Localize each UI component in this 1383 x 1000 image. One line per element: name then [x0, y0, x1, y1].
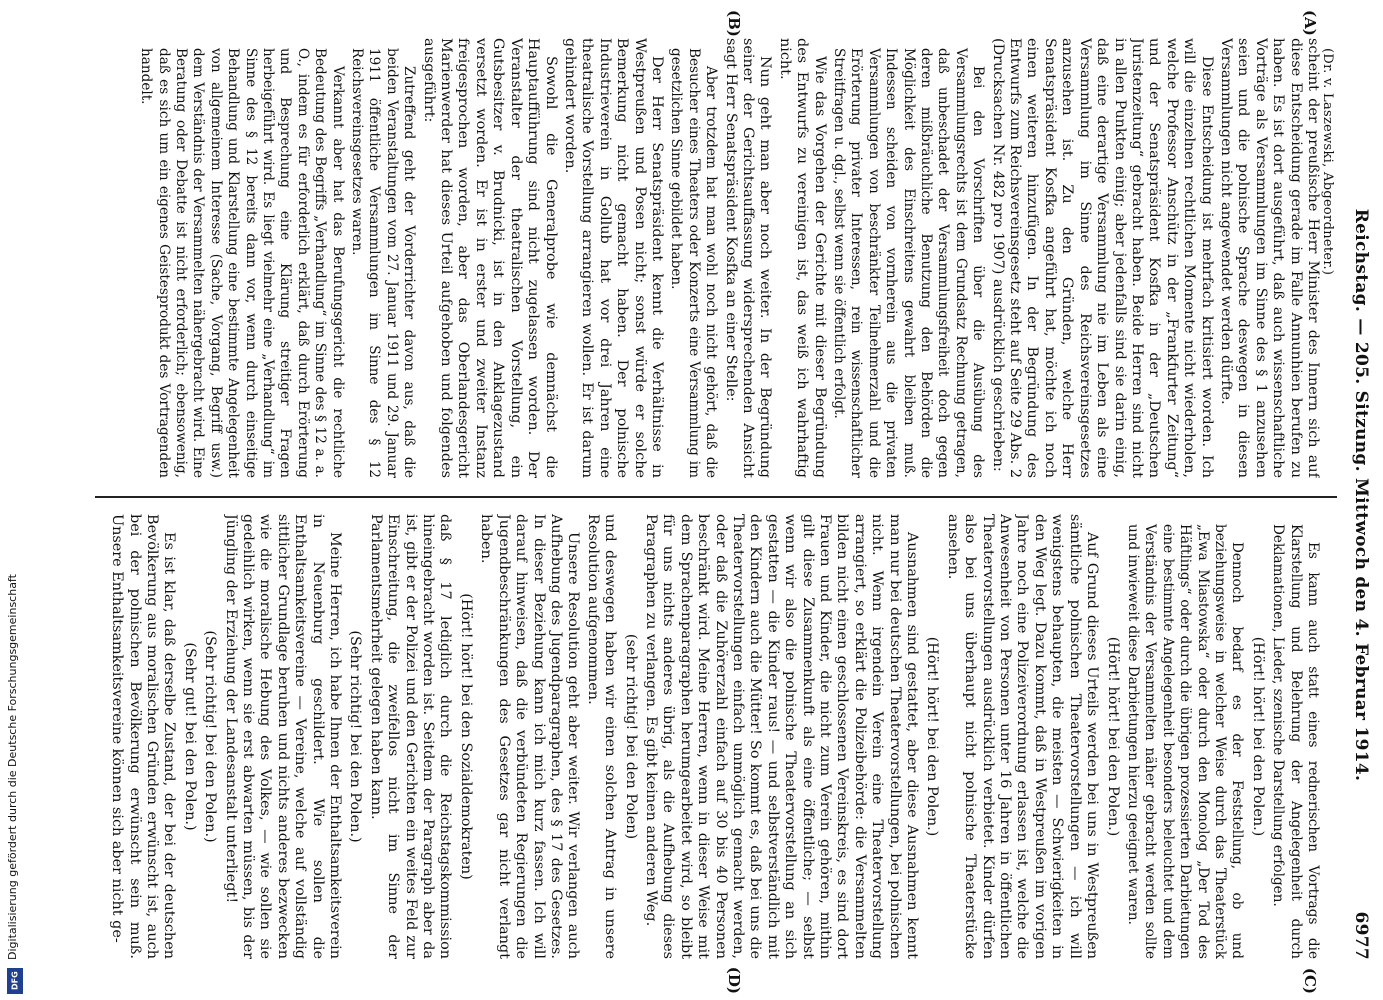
quotation: Bei den Vorschriften über die Ausübung des Versammlungsrechts ist dem Grundsatz Rechnung getragen, daß unbeschadet der Versammlungsfreiheit doch gegen deren mißbräuchliche Benutzung den Behörden die Möglichkeit des Einschreitens gewahrt bleiben muß. Indessen scheiden von vornherein aus die privaten Versammlungen von beschränkter Teilnehmerzahl und die Erörterung privater Interessen, rein wissenschaftlicher Streitfragen u. dgl., selbst wenn sie öffentlich erfolgt. — [831, 48, 987, 478]
session-label: — 205. Sitzung. — [1351, 318, 1371, 472]
interjection: (Sehr gut! bei den Polen.) — [181, 642, 198, 831]
column-divider — [95, 496, 1337, 498]
paragraph: Der Herr Senatspräsident kennt die Verhältnisse in Westpreußen und Posen nicht; sonst würde er solche Bemerkung nicht gemacht haben. Der polnische Industrieverein in Gollub hat vor drei Jahren eine theatralische Vorstellung arrangieren wollen. Er ist darum gehindert worden. — [561, 38, 665, 478]
speaker-note: (Dr. v. Laszewski, Abgeordneter.) — [1320, 48, 1335, 276]
quotation: Verkannt aber hat das Berufungsgericht die rechtliche Bedeutung des Begriffs „Verhandlung“ im Sinne des § 12 a. a. O., indem es für erforderlich erklärt, daß durch Erörterung und Besprechung eine Klärung streitiger Fragen herbeigeführt wird. Es liegt vielmehr eine „Verhandlung“ im Sinne des § 12 bereits dann vor, wenn durch einseitige Behandlung und Klarstellung eine bestimmte Angelegenheit von allgemeinem Interesse (Sache, Vorgang, Begriff usw.) dem Verständnis der Versammelten nähergebracht wird. Eine Beratung oder Debatte ist nicht erforderlich; ebensowenig, daß es sich um ein eigenes Geistesprodukt des Vortragenden handelt. — [138, 48, 346, 478]
paragraph: Ausnahmen sind gestattet, aber diese Ausnahmen kennt man nur bei deutschen Theatervorstellungen, bei polnischen nicht. Wenn irgendein Verein eine Theatervorstellung arrangiert, so erklärt die Polizeibehörde: die Versammelten bilden nicht einen geschlossenen Vereinskreis, es sind dort Frauen und Kinder, die nicht zum Verein gehören, mithin gilt diese Zusammenkunft als eine öffentliche; — selbst wenn wir also die polnische Theatervorstellung an sich gestatten — die Kinder raus! — und selbstverständlich mit den Kindern auch die Mütter! So kommt es, daß bei uns die Theatervorstellungen einfach unmöglich gemacht werden, oder daß die Zuhörerzahl einfach auf 30 bis 40 Personen beschränkt wird. Meine Herren, wenn in dieser Weise mit dem Sprachenparagraphen herumgearbeitet wird, so bleibt für uns nichts anderes übrig, als die Aufhebung dieses Paragraphen zu verlangen. Es gibt keinen anderen Weg. — [642, 514, 921, 959]
interjection: (sehr richtig! bei den Polen) — [622, 633, 639, 840]
paragraph: daß § 17 lediglich durch die Reichstagskommission hineingebracht worden ist. Seitdem der Paragraph aber da ist, gibt er der Polizei und den Gerichten ein weites Feld zur Einschreitung, die zweifellos nicht im Sinne der Parlamentsmehrheit gelegen haben kann. — [367, 514, 454, 959]
right-column — [95, 514, 1321, 959]
page-header — [1320, 30, 1371, 960]
interjection: (Sehr richtig! bei den Polen.) — [202, 630, 219, 843]
paragraph: Meine Herren, ich habe Ihnen der Enthaltsamkeitsverein in Neuenburg geschildert. Wie sollen die Enthaltsamkeitsvereine — Vereine, welche auf vollständig sittlicher Grundlage beruhen und nichts anderes bezwecken wie die moralische Hebung des Volkes, — wie sollen sie gedeihlich wirken, wenn sie erst abwarten müssen, bis der Jüngling der Erziehung der Landesanstalt unterliegt! — [222, 514, 344, 959]
paragraph: Unsere Resolution geht aber weiter. Wir verlangen auch Aufhebung des Jugendparagraphen, des § 17 des Gesetzes. In dieser Beziehung kann ich mich kurz fassen. Ich will darauf hinweisen, daß die verbündeten Regierungen die Jugendbeschränkungen des Gesetzes gar nicht verlangt haben. — [478, 514, 582, 959]
quotation: Es kann auch statt eines rednerischen Vortrags die Klarstellung und Belehrung der Angelegenheit durch Deklamationen, Lieder, szenische Darstellung erfolgen. — [1270, 524, 1321, 959]
margin-mark-b: (B) — [725, 10, 743, 37]
paragraph: Auf Grund dieses Urteils werden bei uns in Westpreußen sämtliche polnischen Theatervorstellungen — ich will wenigstens behaupten, die meisten — Schwierigkeiten in den Weg legt. Dazu kommt, daß in Westpreußen im vorigen Jahre noch eine Polizeiverordnung erlassen ist, welche die Anwesenheit von Personen unter 16 Jahren in öffentlichen Theatervorstellungen ausdrücklich verbietet. Kinder dürfen also bei uns überhaupt nicht polnische Theaterstücke ansehen. — [944, 514, 1101, 959]
page-number: 6977 — [1351, 911, 1371, 960]
paragraph: Diese Entscheidung ist mehrfach kritisiert worden. Ich will die einzelnen rechtlichen Momente nicht wiederholen, welche Professor Anschütz in der „Frankfurter Zeitung“ und der Senatspräsident Kosfka in der „Deutschen Juristenzeitung“ gebracht haben. Beide Herren sind nicht in allen Punkten einig; aber jedenfalls sind sie darin einig, daß eine derartige Versammlung nie im Leben als eine Versammlung im Sinne des Reichsvereinsgesetzes anzusehen ist. Zu den Gründen, welche Herr Senatspräsident Kosfka angeführt hat, möchte ich noch einen weiteren hinzufügen. In der Begründung des Entwurfs zum Reichsvereinsgesetz steht auf Seite 29 Abs. 2 (Drucksachen Nr. 482 pro 1907) ausdrücklich geschrieben: — [989, 38, 1215, 478]
quotation: Aber trotzdem hat man wohl noch nicht gehört, daß die Besucher eines Theaters oder Konzerts eine Versammlung im gesetzlichen Sinne gebildet haben. — [668, 48, 720, 478]
session-date: Mittwoch den 4. Februar 1914. — [1351, 478, 1371, 782]
document-page — [55, 0, 1383, 1000]
paragraph: Es ist klar, daß derselbe Zustand, der bei der deutschen Bevölkerung aus moralischen Gründen erwünscht ist, auch bei der polnischen Bevölkerung erwünscht sein muß. Unsere Enthaltsamkeitsvereine können sich aber nicht ge- — [109, 514, 178, 959]
margin-mark-c: (C) — [1301, 967, 1319, 994]
interjection: (Hört! hört! bei den Polen.) — [1249, 636, 1266, 837]
dfg-logo: DFG — [7, 968, 23, 994]
interjection: (Hört! hört! bei den Polen.) — [1104, 636, 1121, 837]
paragraph: Sowohl die Generalprobe wie demnächst die Hauptaufführung sind nicht zugelassen worden. Der Veranstalter der theatralischen Vorstellung, ein Gutsbesitzer v. Brudnicki, ist in den Anklagezustand versetzt worden. Er ist in erster und zweiter Instanz freigesprochen worden, aber das Oberlandesgericht Marienwerder hat dieses Urteil aufgehoben und folgendes ausgeführt: — [420, 38, 559, 478]
interjection: (Hört! hört! bei den Sozialdemokraten) — [457, 593, 474, 880]
paragraph: Nun geht man aber noch weiter. In der Begründung seiner der Gerichtsauffassung widersprechenden Ansicht sagt Herr Senatspräsident Kosfka an einer Stelle: — [722, 38, 774, 478]
interjection: (Hört! hört! bei den Polen.) — [924, 636, 941, 837]
quotation: Dennoch bedarf es der Feststellung, ob und beziehungsweise in welcher Weise durch das Theaterstück „Ewa Miastowska“ oder durch den Monolog „Der Tod des Häftlings“ oder durch die übrigen prozessierten Darbietungen eine bestimmte Angelegenheit besonders beleuchtet und dem Verständnis der Versammelten näher gebracht werden sollte und inwieweit diese Darbietungen hierzu geeignet waren. — [1124, 524, 1246, 959]
publication-name: Reichstag. — [1351, 208, 1371, 313]
left-column — [95, 38, 1321, 478]
header-title — [1351, 30, 1371, 960]
funding-credit: Digitalisierung gefördert durch die Deutsche Forschungsgemeinschaft — [6, 574, 19, 960]
sidebar — [4, 0, 22, 1000]
margin-mark-d: (D) — [725, 966, 743, 994]
quotation: Zutreffend geht der Vorderrichter davon aus, daß die beiden Veranstaltungen vom 27. Januar 1911 und 29. Januar 1911 öffentliche Versammlungen im Sinne des § 12 Reichsvereinsgesetzes waren. — [349, 48, 418, 478]
paragraph: und deswegen haben wir einen solchen Antrag in unsere Resolution aufgenommen. — [584, 514, 619, 959]
paragraph: scheint der preußische Herr Minister des Innern sich auf diese Entscheidung gerade im Falle Annunhien berufen zu haben. Es ist dort ausgeführt, daß auch wissenschaftliche Vorträge als Versammlungen im Sinne des § 1 anzusehen seien und die polnische Sprache deswegen in diesen Versammlungen nicht angewendet werden dürfte. — [1217, 38, 1321, 478]
interjection: (Sehr richtig! bei den Polen.) — [347, 630, 364, 843]
paragraph: Wie das Vorgehen der Gerichte mit dieser Begründung des Entwurfs zu vereinigen ist, das weiß ich wahrhaftig nicht. — [776, 38, 828, 478]
margin-mark-a: (A) — [1301, 10, 1319, 36]
